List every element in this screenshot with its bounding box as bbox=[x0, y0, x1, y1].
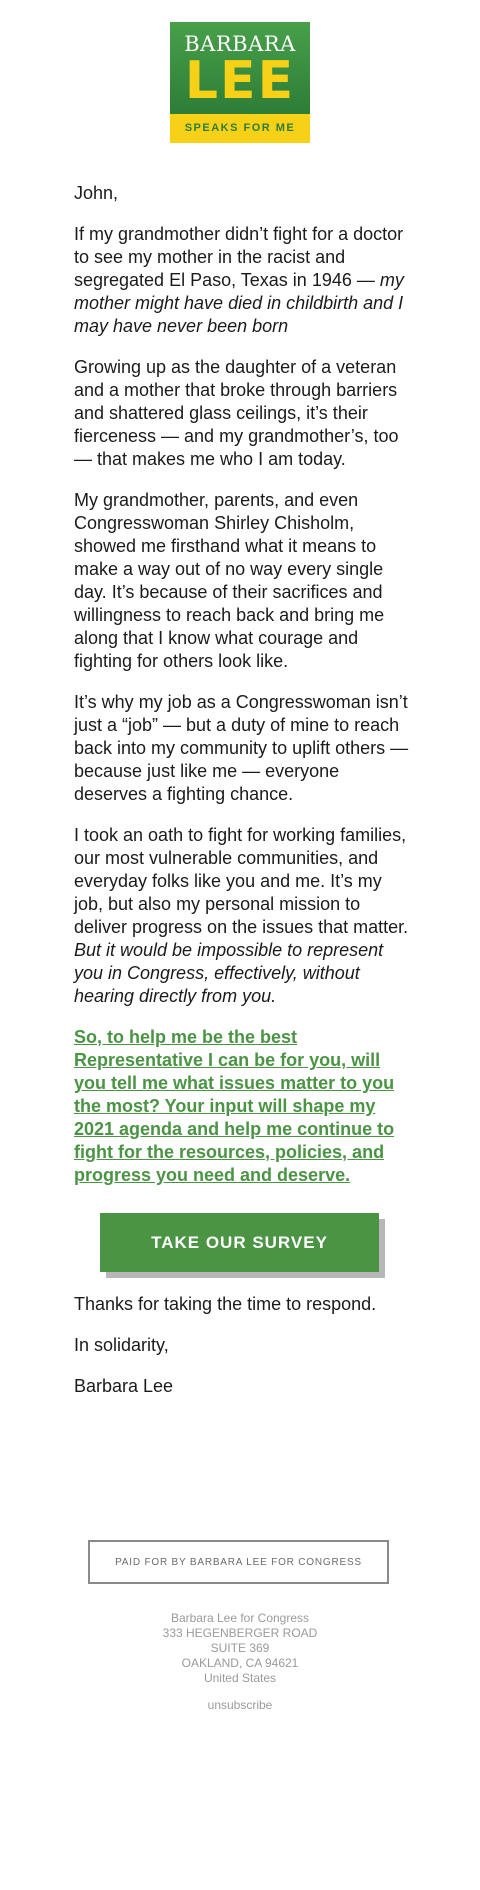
greeting: John, bbox=[74, 183, 119, 203]
logo-name-panel bbox=[170, 22, 310, 114]
survey-button-wrapper bbox=[100, 1213, 384, 1277]
logo-first-name: BARBARA bbox=[184, 32, 296, 56]
paid-for-disclaimer: PAID FOR BY BARBARA LEE FOR CONGRESS bbox=[88, 1540, 389, 1584]
letter-closing bbox=[74, 1293, 410, 1416]
address-line: United States bbox=[203, 1671, 277, 1685]
letter-body bbox=[74, 182, 410, 1209]
footer-address bbox=[0, 1611, 480, 1686]
paragraph-5-emphasis: But it would be impossible to represent you in Congress, effectively, without hearing directly from you. bbox=[74, 940, 384, 1006]
unsubscribe-link[interactable]: unsubscribe bbox=[207, 1698, 273, 1712]
barbara-lee-logo[interactable] bbox=[170, 22, 310, 143]
take-survey-button[interactable]: TAKE OUR SURVEY bbox=[100, 1213, 379, 1272]
unsubscribe-container bbox=[0, 1698, 480, 1712]
address-line: OAKLAND, CA 94621 bbox=[181, 1656, 299, 1670]
paragraph-2: Growing up as the daughter of a veteran and a mother that broke through barriers and shattered glass ceilings, it’s their fierceness — and my grandmother’s, too — that makes me who I am today. bbox=[74, 357, 399, 469]
address-line: SUITE 369 bbox=[210, 1641, 270, 1655]
paragraph-5 bbox=[74, 824, 410, 1008]
logo-tagline: SPEAKS FOR ME bbox=[170, 114, 310, 143]
signoff-text: In solidarity, bbox=[74, 1335, 169, 1355]
address-line: 333 HEGENBERGER ROAD bbox=[162, 1626, 318, 1640]
address-line: Barbara Lee for Congress bbox=[170, 1611, 310, 1625]
signature-text: Barbara Lee bbox=[74, 1376, 174, 1396]
paragraph-3: My grandmother, parents, and even Congresswoman Shirley Chisholm, showed me firsthand what it means to make a way out of no way every single day. It’s because of their sacrifices and willingness to reach back and bring me along that I know what courage and fighting for others look like. bbox=[74, 490, 385, 671]
thanks-text: Thanks for taking the time to respond. bbox=[74, 1294, 377, 1314]
paragraph-1-text: If my grandmother didn’t fight for a doctor to see my mother in the racist and segregated El Paso, Texas in 1946 — bbox=[74, 224, 404, 290]
survey-cta-link[interactable]: So, to help me be the best Representative I can be for you, will you tell me what issues matter to you the most? Your input will shape my 2021 agenda and help me continue to fight for the resources, policies, and progress you need and deserve. bbox=[74, 1027, 395, 1185]
paragraph-5-text: I took an oath to fight for working families, our most vulnerable communities, and everyday folks like you and me. It’s my job, but also my personal mission to deliver progress on the issues that matter. bbox=[74, 825, 409, 937]
paragraph-1-emphasis: my mother might have died in childbirth and I may have never been born bbox=[74, 270, 404, 336]
paragraph-1 bbox=[74, 223, 410, 338]
logo-last-name: LEE bbox=[184, 51, 296, 111]
paragraph-4: It’s why my job as a Congresswoman isn’t just a “job” — but a duty of mine to reach back into my community to uplift others — because just like me — everyone deserves a fighting chance. bbox=[74, 692, 409, 804]
